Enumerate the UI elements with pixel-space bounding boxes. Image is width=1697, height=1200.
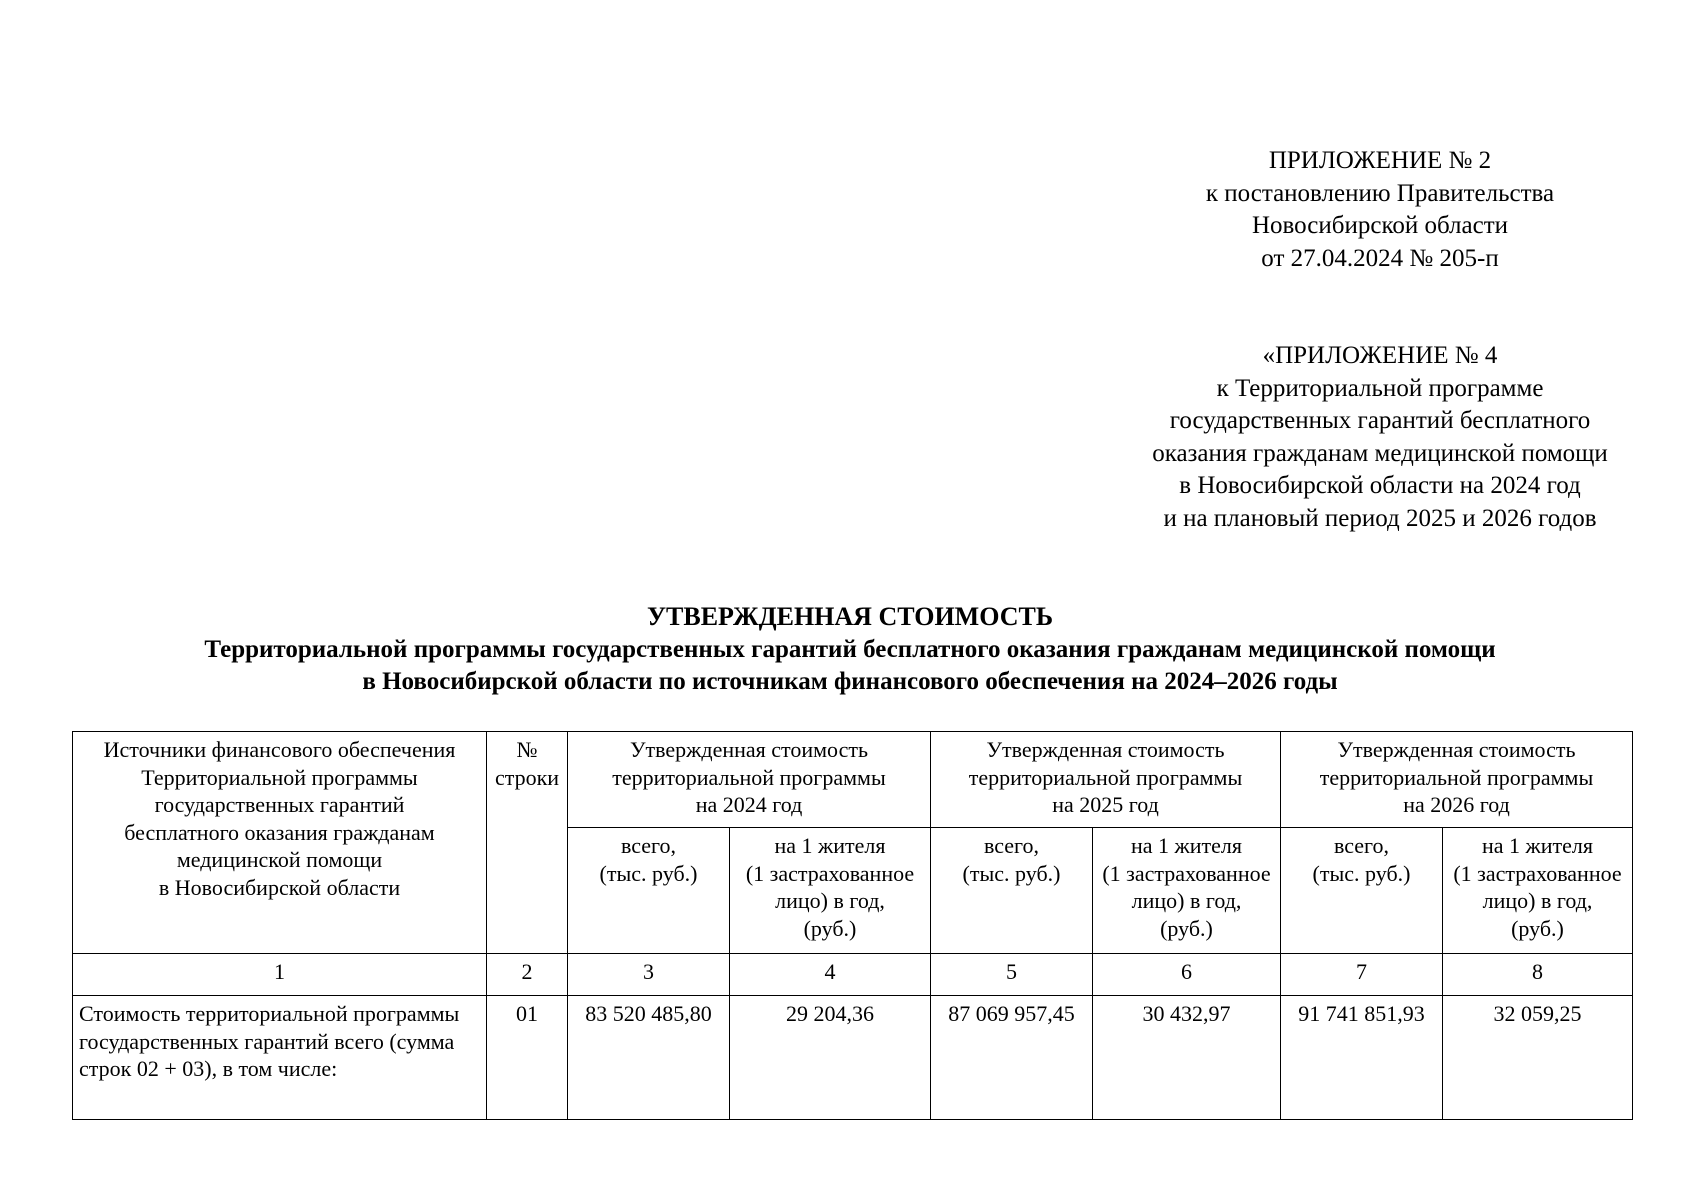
document-title <box>70 600 1630 698</box>
table-header-row <box>73 732 1633 828</box>
column-number: 6 <box>1093 954 1281 996</box>
header-total-2025: всего, (тыс. руб.) <box>931 828 1093 954</box>
appendix-4-line: к Территориальной программе <box>1216 374 1544 402</box>
title-line-2: Территориальной программы государственных гарантий бесплатного оказания гражданам медицинской помощи <box>204 636 1496 663</box>
column-number: 7 <box>1281 954 1443 996</box>
appendix-4-line: оказания гражданам медицинской помощи <box>1152 439 1608 467</box>
appendix-2-line: к постановлению Правительства <box>1205 179 1555 207</box>
cell-row-number: 01 <box>487 996 568 1120</box>
column-number: 5 <box>931 954 1093 996</box>
cost-table <box>72 731 1633 1120</box>
header-per-resident-2026: на 1 жителя (1 застрахованное лицо) в год, (руб.) <box>1443 828 1633 954</box>
appendix-2-line: от 27.04.2024 № 205-п <box>1261 244 1499 272</box>
title-line-3: в Новосибирской области по источникам финансового обеспечения на 2024–2026 годы <box>362 668 1338 695</box>
column-number: 3 <box>568 954 730 996</box>
appendix-2-line: Новосибирской области <box>1251 212 1509 239</box>
column-number: 8 <box>1443 954 1633 996</box>
column-number-row <box>73 954 1633 996</box>
column-number: 2 <box>487 954 568 996</box>
appendix-4-header <box>1100 340 1660 535</box>
appendix-2-header <box>1120 145 1640 275</box>
header-row-number: № строки <box>487 732 568 954</box>
header-year-2025: Утвержденная стоимость территориальной программы на 2025 год <box>931 732 1281 828</box>
column-number: 4 <box>730 954 931 996</box>
table-row <box>73 996 1633 1120</box>
title-main: УТВЕРЖДЕННАЯ СТОИМОСТЬ <box>646 602 1054 631</box>
header-per-resident-2024: на 1 жителя (1 застрахованное лицо) в год, (руб.) <box>730 828 931 954</box>
column-number: 1 <box>73 954 487 996</box>
cell-total-2024: 83 520 485,80 <box>568 996 730 1120</box>
cell-total-2025: 87 069 957,45 <box>931 996 1093 1120</box>
appendix-4-line: и на плановый период 2025 и 2026 годов <box>1163 504 1597 532</box>
header-total-2026: всего, (тыс. руб.) <box>1281 828 1443 954</box>
appendix-4-line: «ПРИЛОЖЕНИЕ № 4 <box>1262 342 1498 369</box>
header-total-2024: всего, (тыс. руб.) <box>568 828 730 954</box>
appendix-2-line: ПРИЛОЖЕНИЕ № 2 <box>1268 147 1492 174</box>
cell-per-resident-2025: 30 432,97 <box>1093 996 1281 1120</box>
cell-source: Стоимость территориальной программы государственных гарантий всего (сумма строк 02 + 03), в том числе: <box>73 996 487 1120</box>
appendix-4-line: государственных гарантий бесплатного <box>1169 407 1591 434</box>
appendix-4-line: в Новосибирской области на 2024 год <box>1179 472 1581 499</box>
cell-per-resident-2026: 32 059,25 <box>1443 996 1633 1120</box>
header-year-2024: Утвержденная стоимость территориальной программы на 2024 год <box>568 732 931 828</box>
cell-total-2026: 91 741 851,93 <box>1281 996 1443 1120</box>
header-year-2026: Утвержденная стоимость территориальной программы на 2026 год <box>1281 732 1633 828</box>
cell-per-resident-2024: 29 204,36 <box>730 996 931 1120</box>
header-per-resident-2025: на 1 жителя (1 застрахованное лицо) в год, (руб.) <box>1093 828 1281 954</box>
header-source: Источники финансового обеспечения Территориальной программы государственных гарантий бесплатного оказания гражданам медицинской помощи в Новосибирской области <box>73 732 487 954</box>
